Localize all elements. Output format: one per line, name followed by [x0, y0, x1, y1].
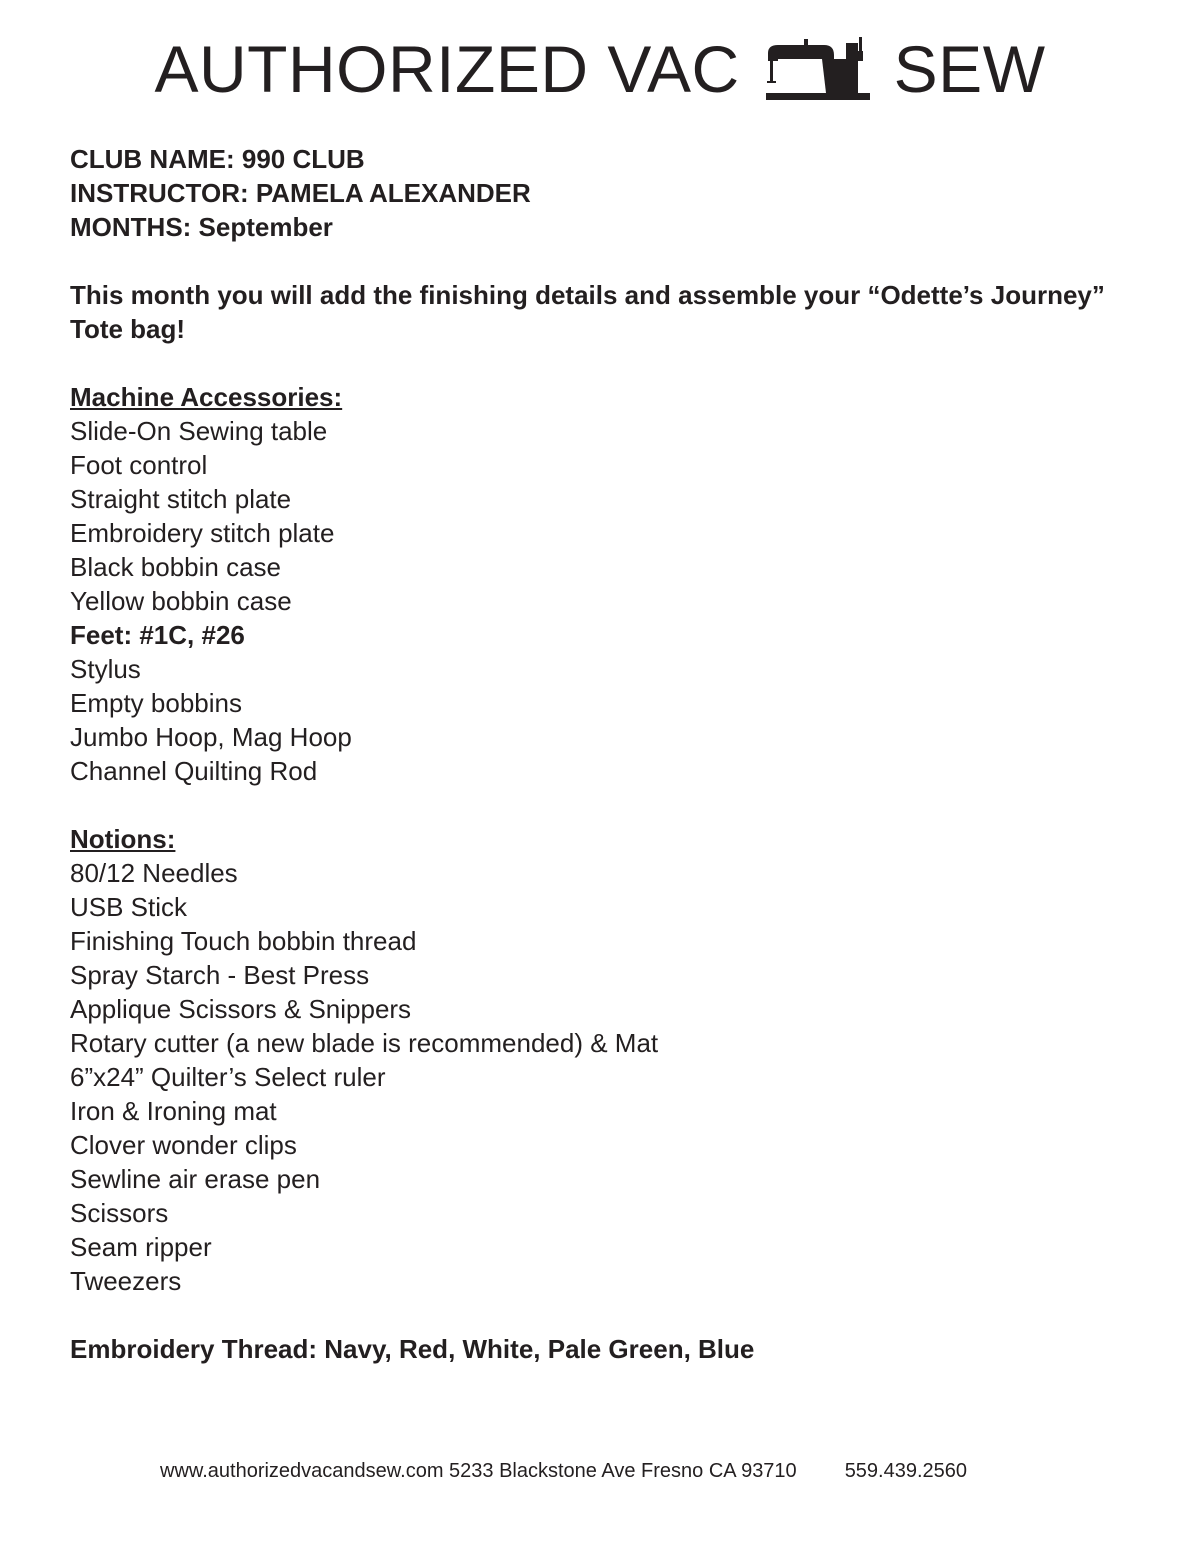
list-item: Clover wonder clips: [70, 1130, 297, 1160]
document-body: [70, 142, 1140, 1366]
club-name: CLUB NAME: 990 CLUB: [70, 144, 365, 174]
machine-accessories-heading: Machine Accessories:: [70, 382, 343, 412]
list-item: Seam ripper: [70, 1232, 212, 1262]
list-item: Foot control: [70, 450, 208, 480]
list-item: Embroidery stitch plate: [70, 518, 335, 548]
sewing-machine-icon: [764, 37, 872, 101]
list-item: Spray Starch - Best Press: [70, 960, 370, 990]
list-item: Feet: #1C, #26: [70, 620, 245, 650]
intro-text: This month you will add the finishing details and assemble your “Odette’s Journey” Tote bag!: [70, 280, 1105, 344]
footer-phone: 559.439.2560: [844, 1460, 968, 1482]
list-item: USB Stick: [70, 892, 188, 922]
embroidery-thread: Embroidery Thread: Navy, Red, White, Pale Green, Blue: [70, 1334, 755, 1364]
header: [0, 32, 1200, 106]
list-item: Sewline air erase pen: [70, 1164, 321, 1194]
list-item: 80/12 Needles: [70, 858, 238, 888]
footer-address: www.authorizedvacandsew.com 5233 Blackstone Ave Fresno CA 93710: [160, 1460, 797, 1482]
list-item: Black bobbin case: [70, 552, 282, 582]
list-item: Jumbo Hoop, Mag Hoop: [70, 722, 352, 752]
list-item: 6”x24” Quilter’s Select ruler: [70, 1062, 386, 1092]
list-item: Scissors: [70, 1198, 169, 1228]
list-item: Applique Scissors & Snippers: [70, 994, 412, 1024]
list-item: Yellow bobbin case: [70, 586, 292, 616]
list-item: Finishing Touch bobbin thread: [70, 926, 417, 956]
footer: [160, 1457, 967, 1485]
logo-text-right: SEW: [893, 32, 1046, 106]
list-item: Stylus: [70, 654, 141, 684]
list-item: Channel Quilting Rod: [70, 756, 318, 786]
instructor: INSTRUCTOR: PAMELA ALEXANDER: [70, 178, 531, 208]
list-item: Rotary cutter (a new blade is recommended) & Mat: [70, 1028, 659, 1058]
list-item: Slide-On Sewing table: [70, 416, 328, 446]
logo-text-left: AUTHORIZED VAC: [154, 32, 740, 106]
months: MONTHS: September: [70, 212, 333, 242]
notions-heading: Notions:: [70, 824, 176, 854]
list-item: Tweezers: [70, 1266, 182, 1296]
list-item: Iron & Ironing mat: [70, 1096, 277, 1126]
list-item: Straight stitch plate: [70, 484, 292, 514]
list-item: Empty bobbins: [70, 688, 242, 718]
